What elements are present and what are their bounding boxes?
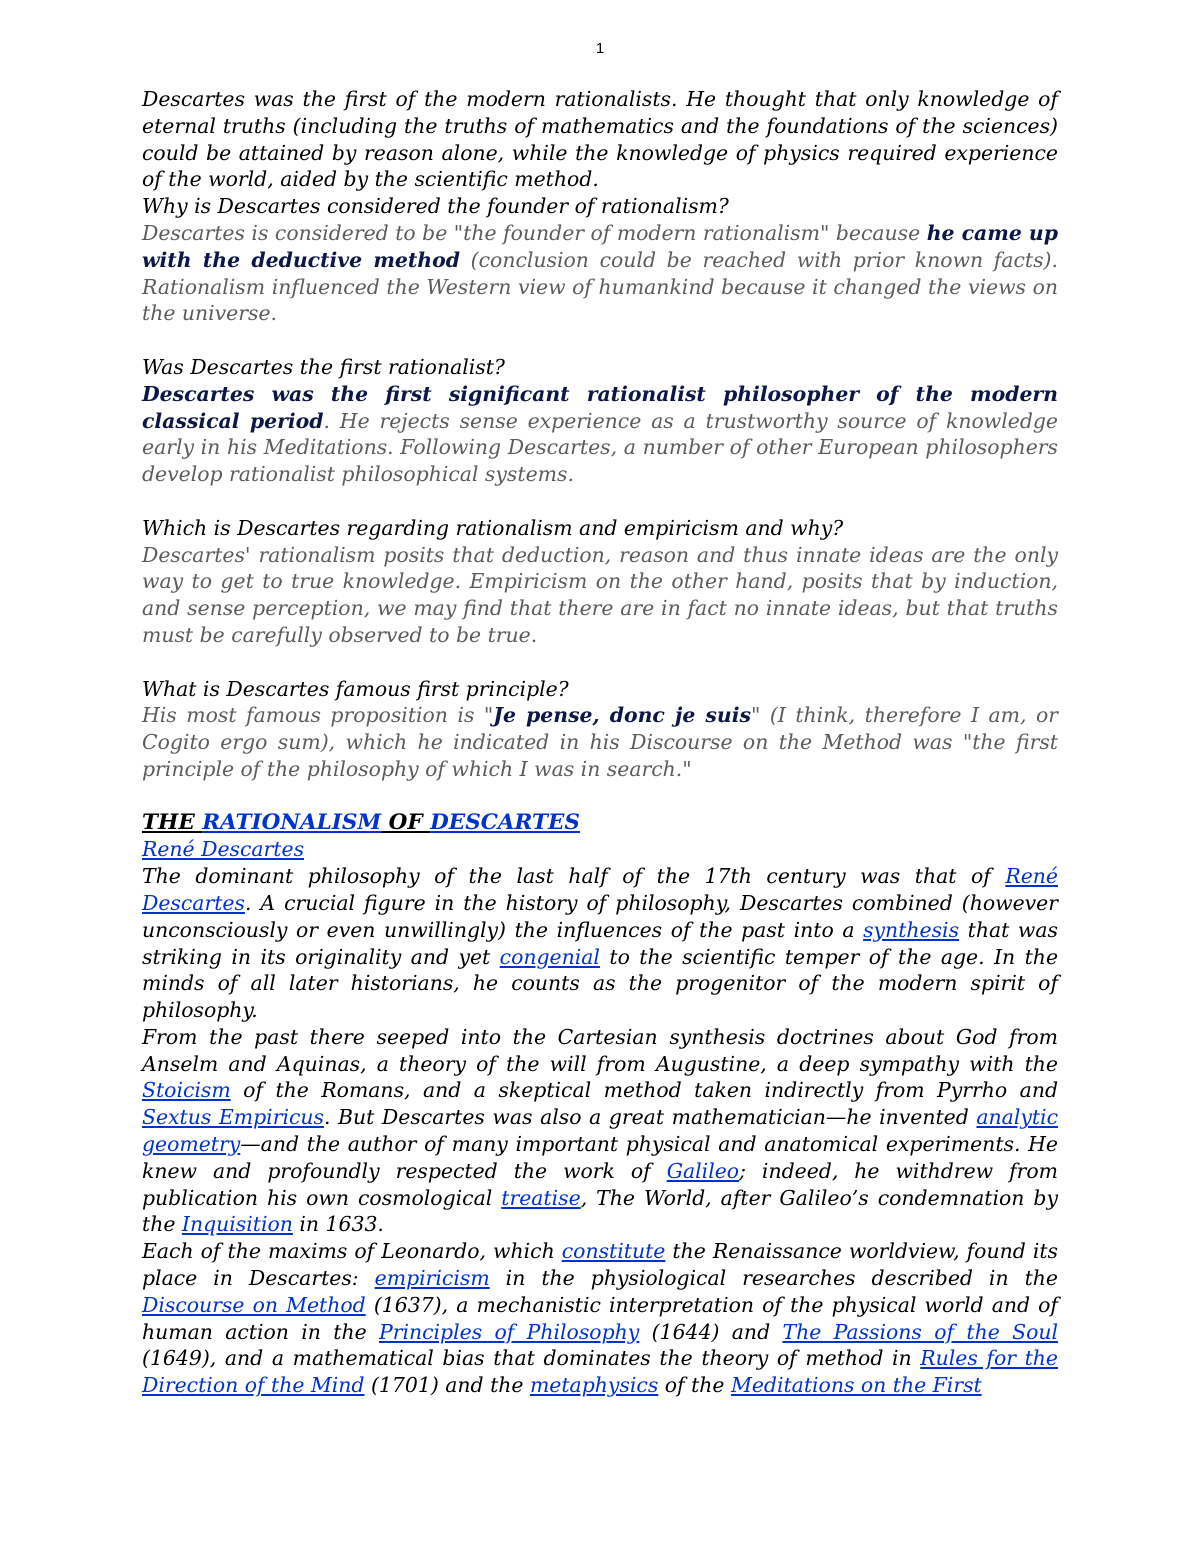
link-rationalism[interactable]: RATIONALISM [202,809,382,835]
link-meditations[interactable]: Meditations on the First [730,1373,982,1398]
link-treatise[interactable]: treatise [501,1185,581,1210]
question-4: What is Descartes famous first principle? [142,676,569,701]
question-3: Which is Descartes regarding rationalism and empiricism and why? [142,515,844,540]
link-rene-descartes-sub[interactable]: René Descartes [142,837,305,862]
section-paragraph-2: From the past there seeped into the Cartesian synthesis doctrines about God from Anselm and Aquinas, a theory of the will from Augustine, a deep sympathy with the Stoicism of the Romans, and a skeptical method taken indirectly from Pyrrho and Sextus Empiricus. But Descartes was also a great mathematician—he invented analytic geometry—and the author of many important physical and anatomical experiments. He knew and profoundly respected the work of Galileo; indeed, he withdrew from publication his own cosmological treatise, The World, after Galileo’s condemnation by the Inquisition in 1633. [142,1024,1058,1237]
answer-4: His most famous proposition is "Je pense, donc je suis" (I think, therefore I am, or Cogito ergo sum), which he indicated in his Discourse on the Method was "the first principle of the philosophy of which I was in search." [142,703,1059,781]
link-rules-for-direction[interactable]: Rules for the Direction of the Mind [142,1346,1058,1398]
link-synthesis[interactable]: synthesis [863,917,960,942]
document-body [142,86,1058,1399]
link-stoicism[interactable]: Stoicism [142,1078,231,1103]
link-discourse-on-method[interactable]: Discourse on Method [142,1292,366,1317]
link-congenial[interactable]: congenial [499,944,600,969]
link-empiricism[interactable]: empiricism [374,1266,490,1291]
answer-3: Descartes' rationalism posits that deduction, reason and thus innate ideas are the only way to get to true knowledge. Empiricism on the other hand, posits that by induction, and sense perception, we may find that there are in fact no innate ideas, but that truths must be carefully observed to be true. [142,542,1058,647]
page-number: 1 [595,40,605,57]
question-2: Was Descartes the first rationalist? [142,354,505,379]
link-descartes-heading[interactable]: DESCARTES [430,809,580,835]
section-paragraph-1: The dominant philosophy of the last half of the 17th century was that of René Descartes. A crucial figure in the history of philosophy, Descartes combined (however unconsciously or even unwillingly) the influences of the past into a synthesis that was striking in its originality and yet congenial to the scientific temper of the age. In the minds of all later historians, he counts as the progenitor of the modern spirit of philosophy. [142,864,1059,1023]
link-sextus-empiricus[interactable]: Sextus Empiricus [142,1105,324,1130]
link-passions-of-the-soul[interactable]: The Passions of the Soul [782,1319,1059,1344]
link-rene-descartes[interactable]: René Descartes [142,864,1058,915]
question-1: Why is Descartes considered the founder of rationalism? [142,194,729,219]
link-constitute[interactable]: constitute [561,1239,666,1264]
link-galileo[interactable]: Galileo [666,1158,740,1183]
subheading [142,836,1058,863]
intro-paragraph: Descartes was the first of the modern rationalists. He thought that only knowledge of eternal truths (including the truths of mathematics and the foundations of the sciences) could be attained by reason alone, while the knowledge of physics required experience of the world, aided by the scientific method. [142,87,1058,192]
section-paragraph-3: Each of the maxims of Leonardo, which constitute the Renaissance worldview, found its place in Descartes: empiricism in the physiological researches described in the Discourse on Method (1637), a mechanistic interpretation of the physical world and of human action in the Principles of Philosophy (1644) and The Passions of the Soul (1649), and a mathematical bias that dominates the theory of method in Rules for the Direction of the Mind (1701) and the metaphysics of the Meditations on the First [142,1239,1059,1398]
link-principles-of-philosophy[interactable]: Principles of Philosophy [379,1319,640,1344]
link-metaphysics[interactable]: metaphysics [529,1373,659,1398]
answer-2: Descartes was the first significant rationalist philosopher of the modern classical period. He rejects sense experience as a trustworthy source of knowledge early in his Meditations. Following Descartes, a number of other European philosophers develop rationalist philosophical systems. [142,381,1058,487]
link-analytic-geometry[interactable]: analytic geometry [142,1105,1058,1157]
section-heading: THE RATIONALISM OF DESCARTES [142,809,580,835]
answer-1: Descartes is considered to be "the founder of modern rationalism" because he came up with the deductive method (conclusion could be reached with prior known facts). Rationalism influenced the Western view of humankind because it changed the views on the universe. [142,220,1058,326]
link-inquisition[interactable]: Inquisition [181,1212,293,1237]
